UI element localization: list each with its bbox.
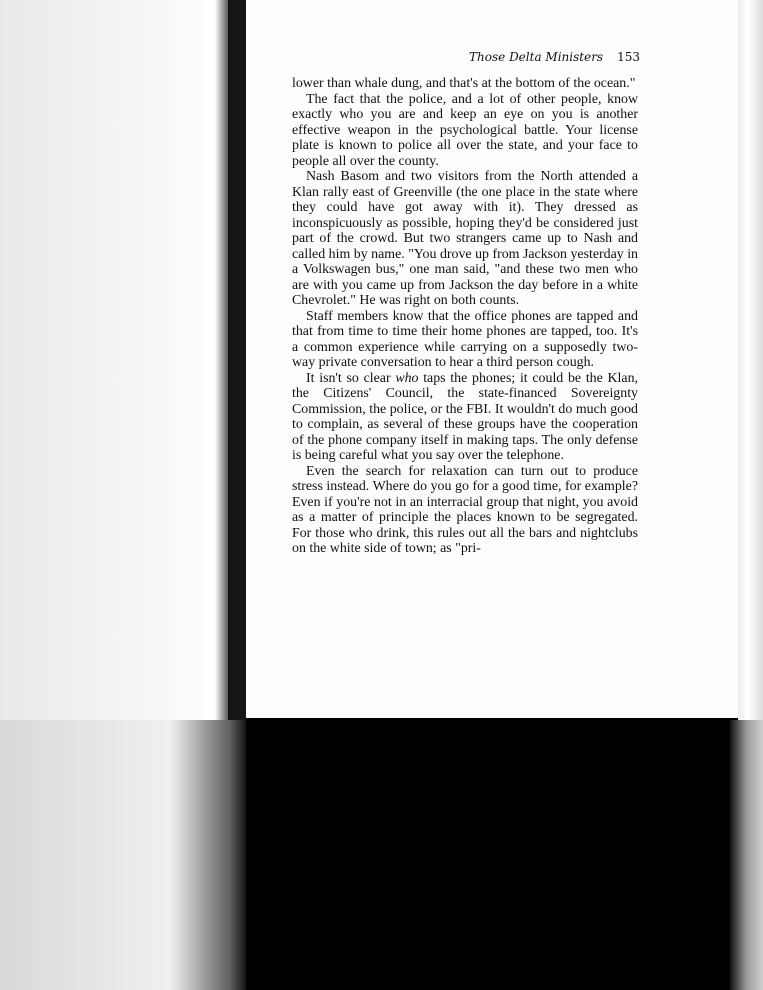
- emphasis: who: [395, 370, 419, 386]
- scanner-bed-right: [730, 720, 763, 990]
- paragraph: [292, 371, 638, 464]
- body-text: [292, 76, 638, 557]
- paragraph: lower than whale dung, and that's at the bottom of the ocean.": [292, 76, 636, 91]
- paragraph: Nash Basom and two visitors from the North attended a Klan rally east of Greenville (the one place in the state where they could have got away with it). They dressed as inconspicuously as possible, hoping they'd be considered just part of the crowd. But two strangers came up to Nash and called him by name. "You drove up from Jackson yesterday in a Volkswagen bus," one man said, "and these two men who are with you came up from Jackson the day before in a white Chevrolet." He was right on both counts.: [292, 169, 638, 308]
- scanner-bed-left: [0, 720, 250, 990]
- book-spine-shadow: [0, 0, 250, 720]
- paragraph: Even the search for relaxation can turn out to produce stress instead. Where do you go for a good time, for example? Even if you're not in an interracial group that night, you avoid as a matter of principle the places known to be segregated. For those who drink, this rules out all the bars and nightclubs on the white side of town; as "pri-: [292, 463, 638, 556]
- book-gutter: [228, 0, 246, 720]
- paragraph: The fact that the police, and a lot of other people, know exactly who you are and keep an eye on you is another effective weapon in the psychological battle. Your license plate is known to police all over the state, and your face to people all over the county.: [292, 91, 638, 169]
- paragraph: Staff members know that the office phones are tapped and that from time to time their home phones are tapped, too. It's a common experience while carrying on a supposedly two-way private conversation to hear a third person cough.: [292, 308, 638, 370]
- running-title: Those Delta Ministers: [469, 50, 604, 64]
- page-number: 153: [617, 50, 640, 64]
- text-run: It isn't so clear: [306, 370, 396, 386]
- running-header: [290, 50, 640, 64]
- text-run: taps the phones; it could be the Klan, the Citizens' Council, the state-financed Sovereignty Commission, the police, or the FBI. It wouldn't do much good to complain, as several of these groups have the cooperation of the phone company itself in making taps. The only defense is being careful what you say over the telephone.: [292, 370, 638, 463]
- scanner-bed: [246, 718, 738, 990]
